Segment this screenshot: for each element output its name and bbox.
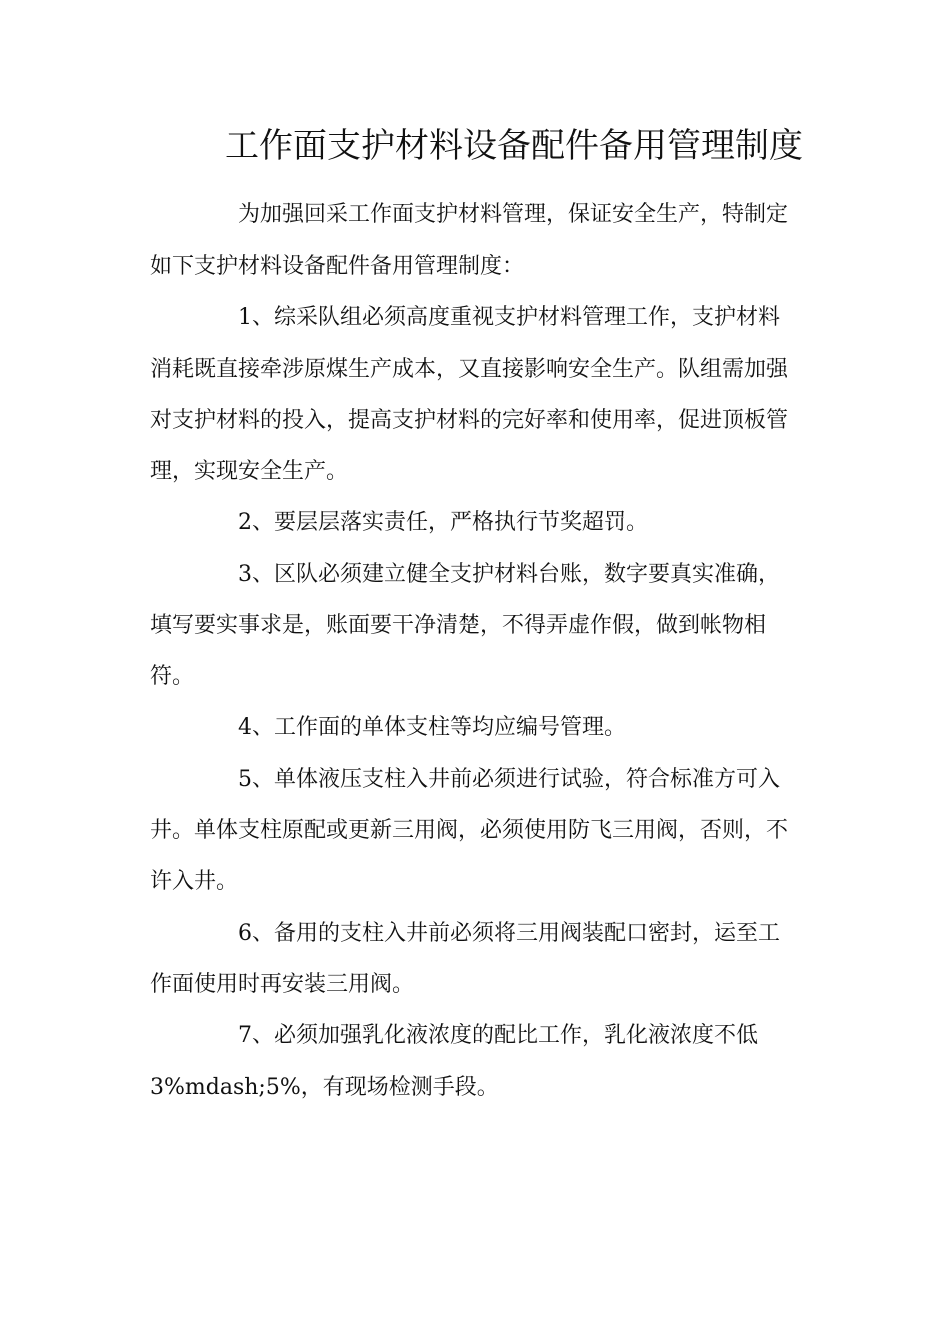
item-3-line-2: 填写要实事求是，账面要干净清楚，不得弄虚作假，做到帐物相 — [150, 613, 767, 638]
item-7-line-1: 7、必须加强乳化液浓度的配比工作，乳化液浓度不低 — [238, 1023, 758, 1048]
document-title: 工作面支护材料设备配件备用管理制度 — [225, 126, 803, 166]
item-1-line-1: 1、综采队组必须高度重视支护材料管理工作，支护材料 — [238, 305, 780, 330]
item-5-line-2: 井。单体支柱原配或更新三用阀，必须使用防飞三用阀，否则，不 — [150, 818, 789, 843]
item-4-line-1: 4、工作面的单体支柱等均应编号管理。 — [238, 715, 626, 740]
item-1-line-2: 消耗既直接牵涉原煤生产成本，又直接影响安全生产。队组需加强 — [150, 357, 789, 382]
item-3-line-1: 3、区队必须建立健全支护材料台账，数字要真实准确， — [238, 562, 780, 587]
item-7-line-2: 3%mdash;5%，有现场检测手段。 — [150, 1075, 499, 1100]
paragraph-intro-line-1: 为加强回采工作面支护材料管理，保证安全生产，特制定 — [238, 202, 789, 227]
item-6-line-2: 作面使用时再安装三用阀。 — [150, 972, 415, 997]
item-3-line-3: 符。 — [150, 664, 195, 689]
item-6-line-1: 6、备用的支柱入井前必须将三用阀装配口密封，运至工 — [238, 921, 780, 946]
item-5-line-3: 许入井。 — [150, 869, 239, 894]
item-1-line-4: 理，实现安全生产。 — [150, 459, 349, 484]
item-2-line-1: 2、要层层落实责任，严格执行节奖超罚。 — [238, 510, 648, 535]
item-5-line-1: 5、单体液压支柱入井前必须进行试验，符合标准方可入 — [238, 767, 780, 792]
paragraph-intro-line-2: 如下支护材料设备配件备用管理制度： — [150, 254, 525, 279]
item-1-line-3: 对支护材料的投入，提高支护材料的完好率和使用率，促进顶板管 — [150, 408, 789, 433]
